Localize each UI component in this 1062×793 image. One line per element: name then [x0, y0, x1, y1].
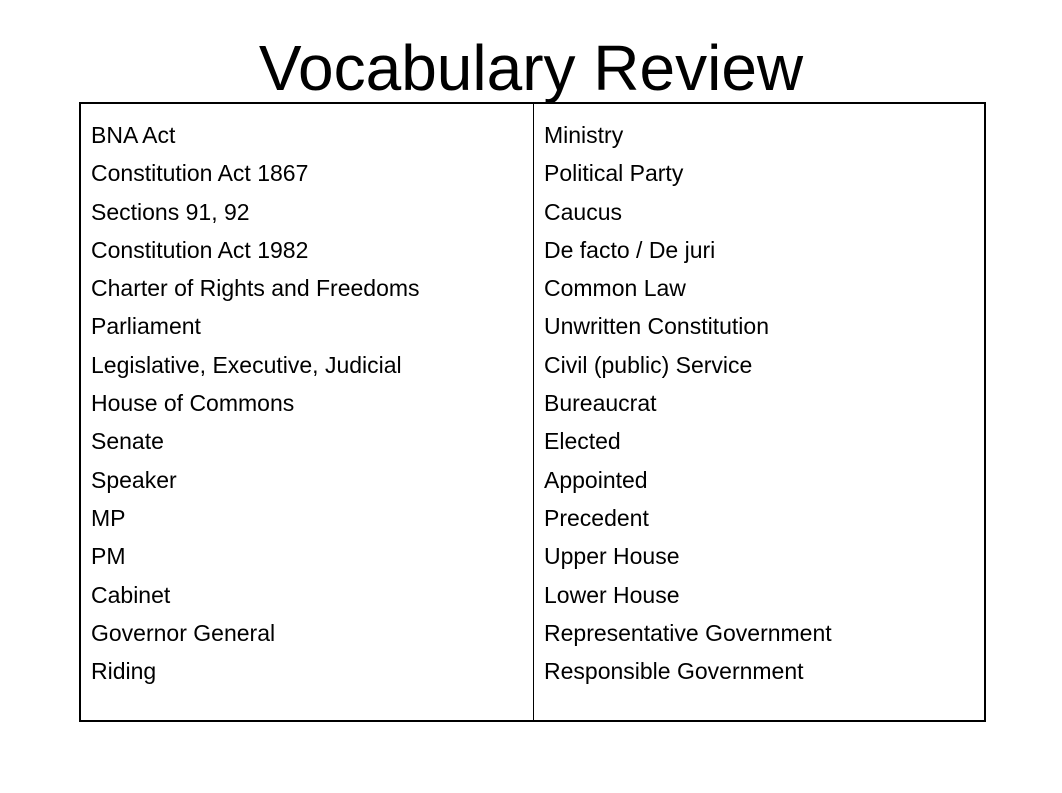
vocab-term: Common Law [544, 275, 686, 302]
vocabulary-column-left [81, 104, 534, 720]
vocabulary-table [79, 102, 986, 722]
vocab-term: Constitution Act 1867 [91, 160, 309, 187]
vocab-term: House of Commons [91, 390, 295, 417]
vocab-term: Riding [91, 658, 157, 685]
vocab-term: Ministry [544, 122, 624, 148]
slide-title: Vocabulary Review [258, 32, 804, 104]
vocab-term: Speaker [91, 466, 177, 493]
vocab-term: Political Party [544, 160, 684, 187]
vocab-term: Elected [544, 428, 621, 455]
vocab-term: BNA Act [91, 122, 176, 148]
vocab-term: Caucus [544, 198, 622, 225]
vocab-term: Sections 91, 92 [91, 198, 250, 225]
vocab-term: Constitution Act 1982 [91, 236, 309, 263]
vocab-term: Unwritten Constitution [544, 313, 769, 340]
vocab-term: Precedent [544, 504, 649, 531]
vocab-term: Senate [91, 428, 164, 455]
vocab-term: De facto / De juri [544, 236, 716, 263]
vocab-term: Parliament [91, 313, 201, 340]
vocab-term: Representative Government [544, 619, 832, 646]
vocab-term: Lower House [544, 581, 680, 608]
vocab-term: Civil (public) Service [544, 351, 753, 378]
vocab-term: Upper House [544, 543, 680, 570]
vocab-term: MP [91, 504, 126, 531]
vocabulary-column-right [534, 104, 984, 720]
vocab-term: Cabinet [91, 581, 171, 608]
vocab-term: Charter of Rights and Freedoms [91, 275, 420, 302]
vocab-term: Appointed [544, 466, 648, 493]
vocab-term: Bureaucrat [544, 390, 657, 417]
vocab-term: Governor General [91, 619, 276, 646]
vocab-term: PM [91, 543, 126, 570]
vocab-term: Legislative, Executive, Judicial [91, 351, 402, 378]
vocab-term: Responsible Government [544, 658, 804, 685]
